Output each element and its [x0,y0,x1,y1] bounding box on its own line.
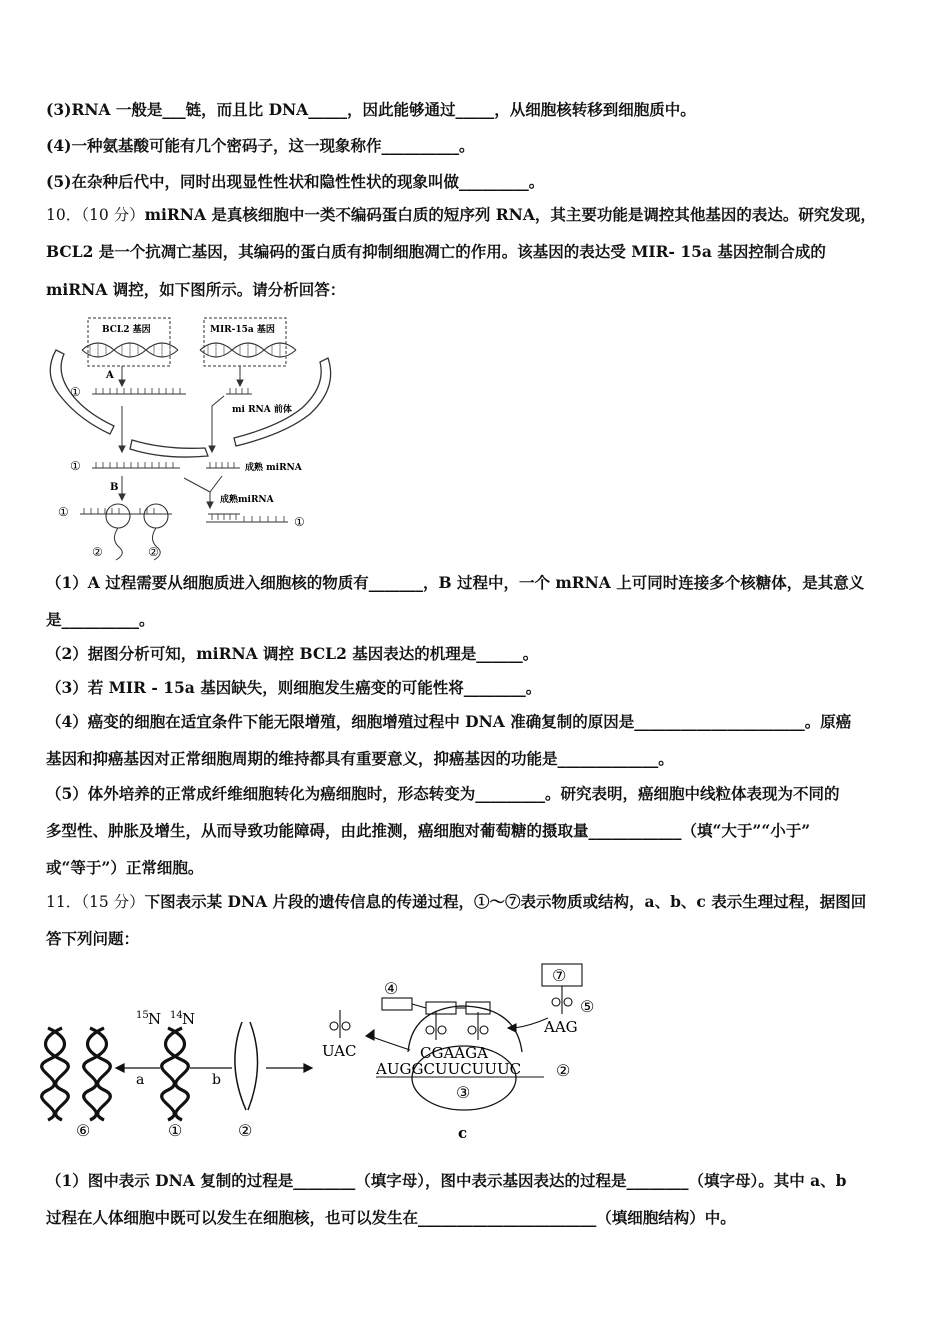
q11-intro-text: 下图表示某 DNA 片段的遗传信息的传递过程，①～⑦表示物质或结构，a、b、c 表示生理过程，据图回 [144,892,867,911]
q10-sub1-line-2: 是__________。 [46,610,155,629]
q10-sub2: （2）据图分析可知，miRNA 调控 BCL2 基因表达的机理是______。 [46,644,539,663]
ribosome-2 [144,504,168,528]
circle-2-bottom: ② [238,1121,253,1140]
q10-sub5-line-2: 多型性、肿胀及增生，从而导致功能障碍，由此推测，癌细胞对葡萄糖的摄取量____________（填“大于”“小于” [46,821,811,840]
q10-sub4-line-2: 基因和抑癌基因对正常细胞周期的维持都具有重要意义，抑癌基因的功能是_____________。 [46,749,674,768]
q10-intro-line-3: miRNA 调控，如下图所示。请分析回答： [46,280,346,299]
mrna-strand-2-right [248,1022,258,1110]
circle-1: ① [168,1121,183,1140]
mirna-diagram [40,310,340,565]
circle-7: ⑦ [552,966,567,985]
q11-sub1-line-2: 过程在人体细胞中既可以发生在细胞核，也可以发生在_______________________（填细胞结构）中。 [46,1208,736,1227]
bcl2-gene-label: BCL2 基因 [102,325,151,335]
mir15a-dna-rungs [208,343,280,357]
n15-superscript: 15 [136,1010,149,1021]
q11-sub1-line-1: （1）图中表示 DNA 复制的过程是________（填字母），图中表示基因表达的过程是________（填字母）。其中 a、b [46,1171,847,1190]
mir15a-gene-label: MIR-15a 基因 [210,325,275,335]
bcl2-dna-rungs [90,343,170,357]
circle-2-left: ② [92,545,103,559]
circle-1-blocked-mrna: ① [294,515,305,529]
anticodon-uac: UAC [322,1042,357,1060]
anticodon-aag: AAG [544,1018,578,1036]
mrna-strand-2-left [235,1022,246,1110]
gene-expression-diagram [40,960,600,1145]
text-line-5: (5)在杂种后代中，同时出现显性性状和隐性性状的现象叫做_________。 [46,172,545,191]
label-c: c [458,1124,468,1142]
q10-number: 10．（10 分） [46,206,145,224]
circle-2-right: ② [148,545,159,559]
arrow-to-translation [266,1064,312,1072]
process-a-label: A [106,370,114,381]
circle-1-mrna-cytoplasm: ① [70,459,81,473]
q10-intro-line-2: BCL2 是一个抗凋亡基因，其编码的蛋白质有抑制细胞凋亡的作用。该基因的表达受 MIR- 15a 基因控制合成的 [46,242,826,261]
trna-leaving [330,1010,350,1038]
q10-intro-text: miRNA 是真核细胞中一类不编码蛋白质的短序列 RNA，其主要功能是调控其他基因的表达。研究发现， [144,205,876,224]
ribosome-1 [106,504,130,528]
n15-symbol: N [148,1010,162,1028]
mature-mirna-label-2: 成熟miRNA [220,495,274,505]
q10-intro-line-1 [46,204,906,226]
process-b-label: B [110,482,119,493]
q11-intro-line-2: 答下列问题： [46,929,140,948]
q10-sub3: （3）若 MIR - 15a 基因缺失，则细胞发生癌变的可能性将________。 [46,678,542,697]
mrna-sequence: AUGGCUUCUUUC [376,1060,522,1078]
nuclear-envelope-bottom [130,440,208,457]
helix-6-left [42,1028,69,1120]
amino-acid-1 [426,1002,456,1014]
helix-6-right [84,1028,111,1120]
transcription-arrows [119,366,243,386]
circle-5: ⑤ [580,997,595,1016]
q11-number: 11．（15 分） [46,893,145,911]
polypeptide-chain-4 [382,998,412,1010]
nuclear-envelope-left [50,350,114,434]
anticodon-cgaaga: CGAAGA [420,1044,488,1062]
q10-sub5-line-1: （5）体外培养的正常成纤维细胞转化为癌细胞时，形态转变为_________。研究表明，癌细胞中线粒体表现为不同的 [46,784,840,803]
polypeptide-1 [114,528,122,560]
mrna-nucleus-ticks [96,388,180,394]
q10-sub5-line-3: 或“等于”）正常细胞。 [46,858,204,877]
q11-intro-line-1 [46,891,906,913]
circle-1-mrna-nucleus: ① [70,385,81,399]
mature-mirna-label-1: 成熟 miRNA [245,463,302,473]
trna-in-ribosome-2 [468,1012,488,1040]
q10-sub4-line-1: （4）癌变的细胞在适宜条件下能无限增殖，细胞增殖过程中 DNA 准确复制的原因是______________________。原癌 [46,712,852,731]
q10-sub1-line-1: （1）A 过程需要从细胞质进入细胞核的物质有_______，B 过程中，一个 mRNA 上可同时连接多个核糖体，是其意义 [46,573,865,592]
arrow-a [116,1064,160,1072]
precursor-label: mi RNA 前体 [232,405,292,415]
arrow-trna-entry [508,1018,548,1032]
label-b: b [212,1072,221,1088]
translation-arrows [119,476,222,508]
circle-2-mrna: ② [556,1061,571,1080]
circle-1-translating-mrna: ① [58,505,69,519]
circle-3: ③ [456,1083,471,1102]
trna-in-ribosome-1 [426,1012,446,1040]
helix-1 [162,1028,189,1120]
text-line-4: (4)一种氨基酸可能有几个密码子，这一现象称作__________。 [46,136,475,155]
trna-incoming [552,986,572,1014]
label-a: a [136,1072,145,1088]
circle-6: ⑥ [76,1121,91,1140]
n14-symbol: N [182,1010,196,1028]
arrow-trna-exit [366,1030,410,1050]
n14-superscript: 14 [170,1010,183,1021]
circle-4: ④ [384,979,399,998]
nuclear-envelope-right [234,358,331,446]
text-line-3: (3)RNA 一般是___链，而且比 DNA_____，因此能够通过_____，从细胞核转移到细胞质中。 [46,100,696,119]
